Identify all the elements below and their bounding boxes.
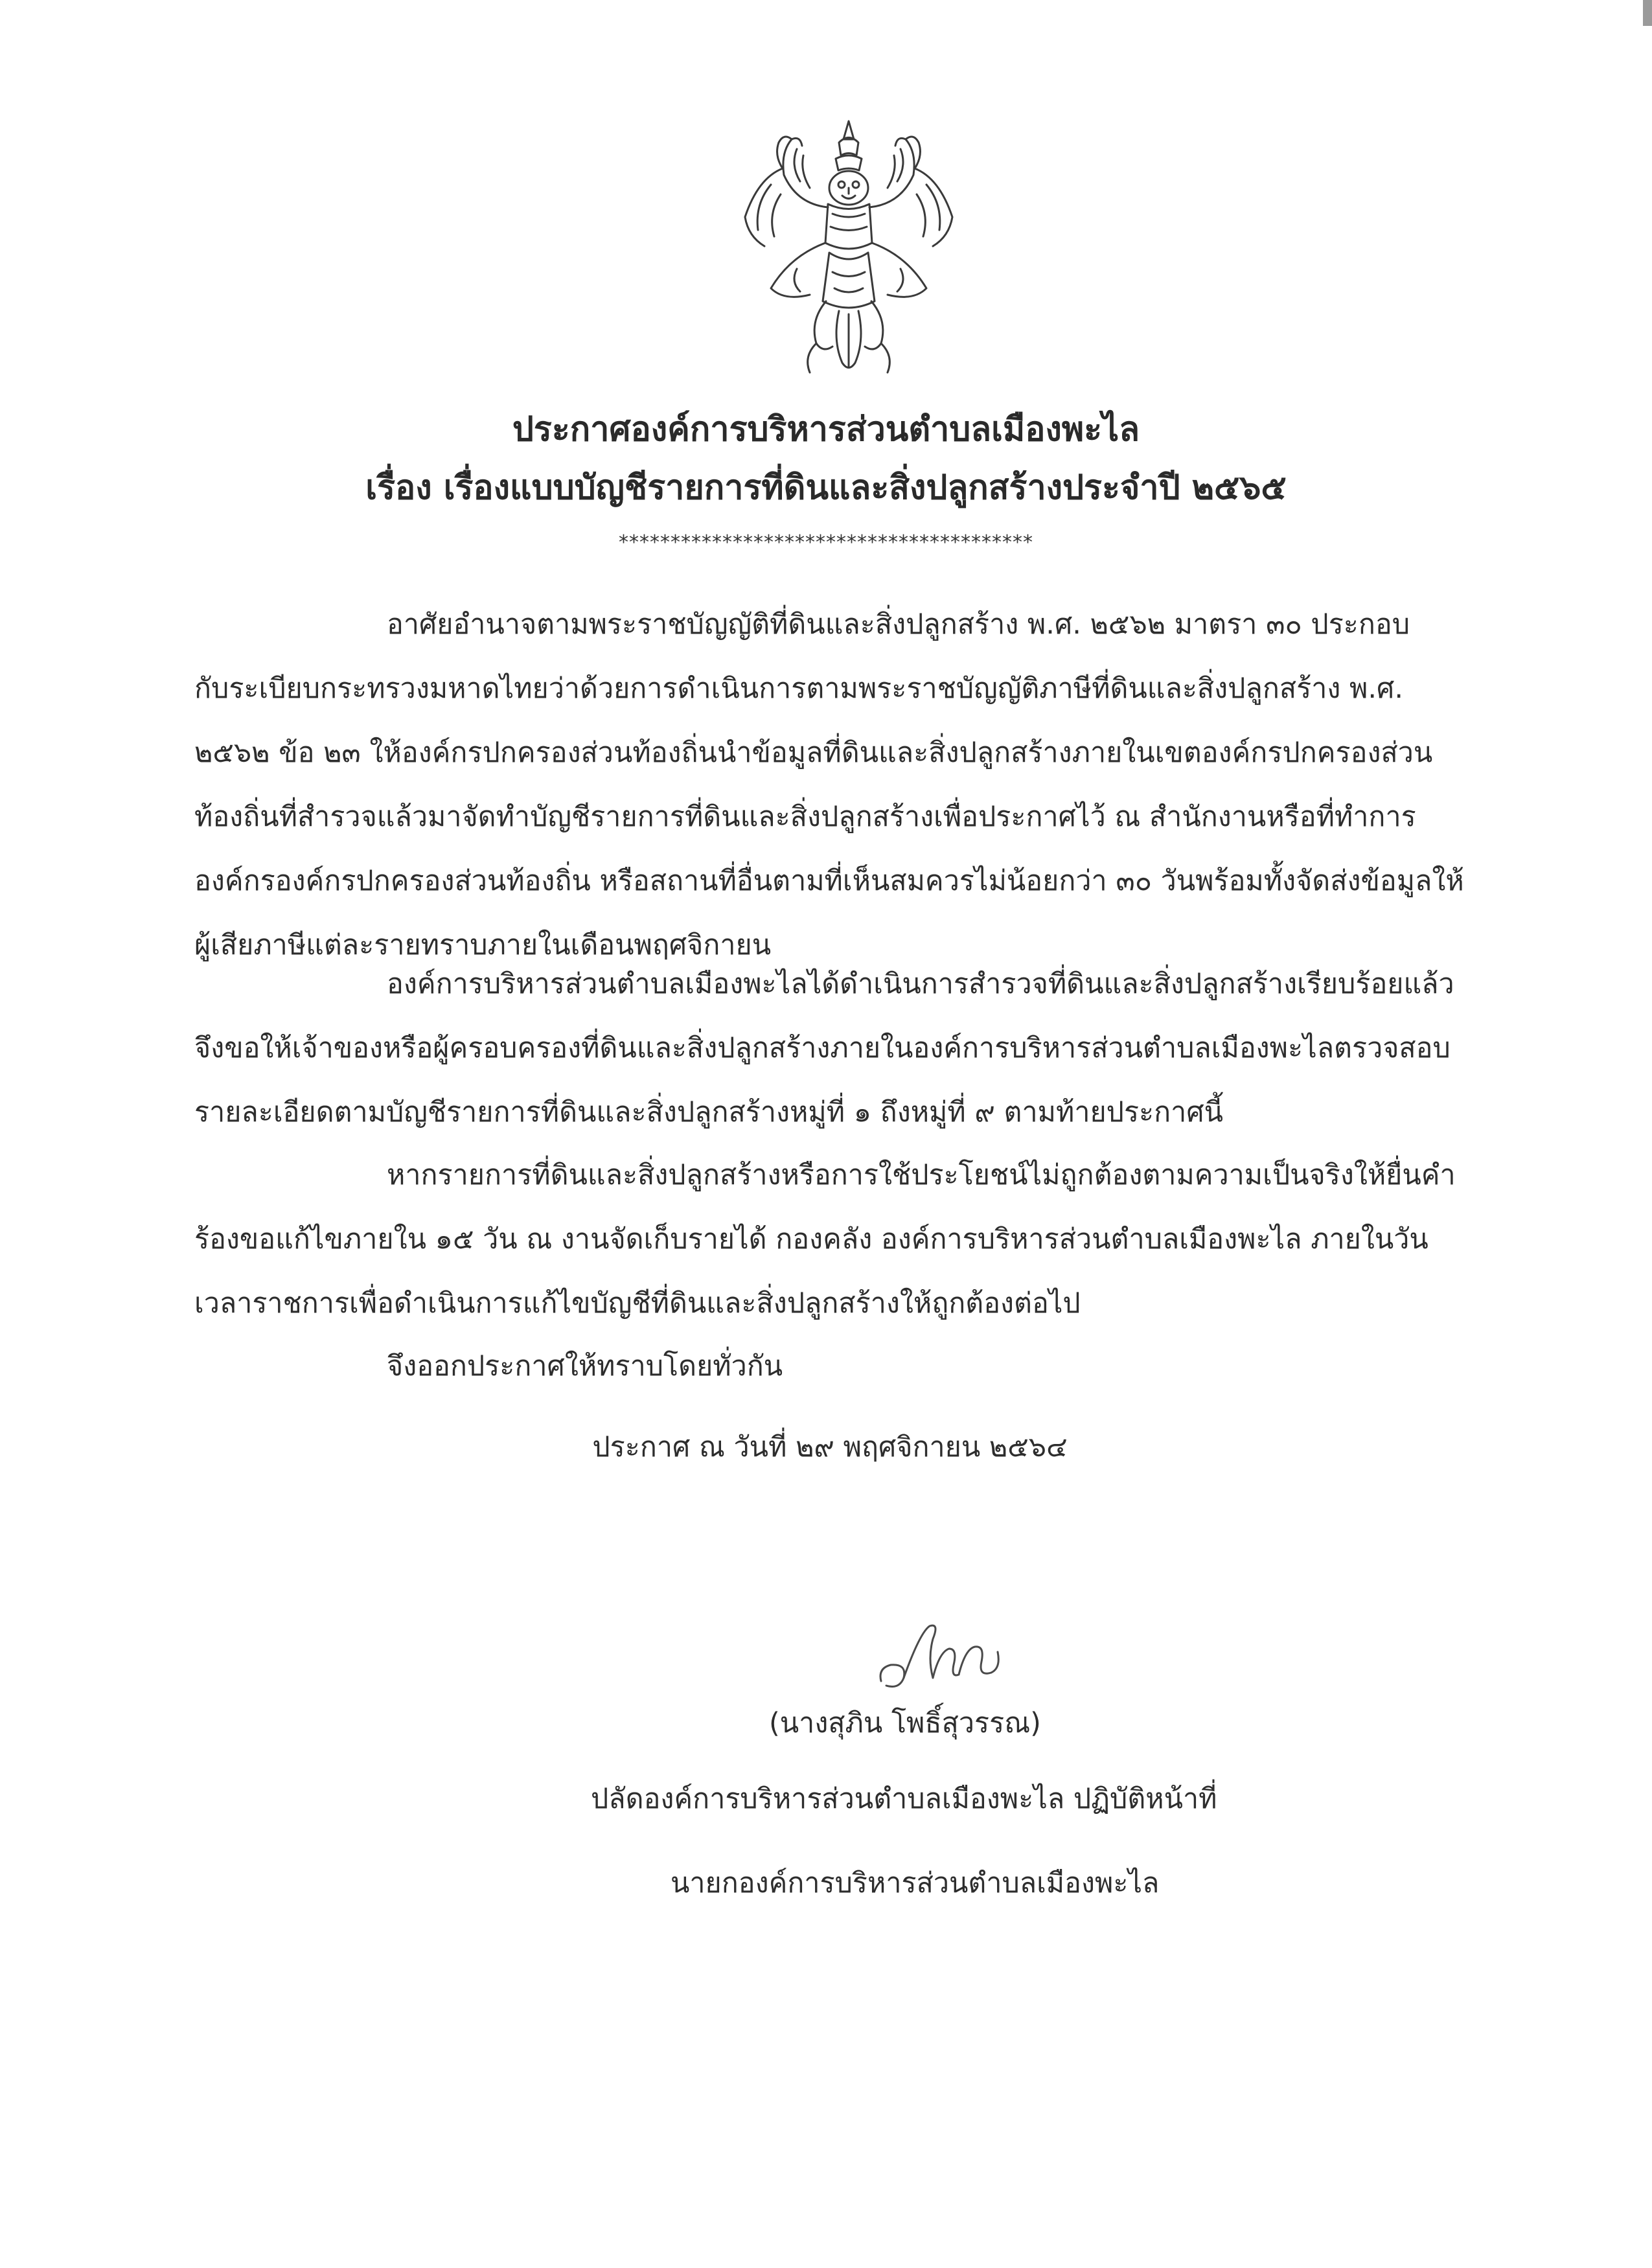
paragraph-line: รายละเอียดตามบัญชีรายการที่ดินและสิ่งปลูกสร้างหมู่ที่ ๑ ถึงหมู่ที่ ๙ ตามท้ายประกาศนี้ <box>194 1096 1224 1128</box>
paragraph-line: อาศัยอำนาจตามพระราชบัญญัติที่ดินและสิ่งปลูกสร้าง พ.ศ. ๒๕๖๒ มาตรา ๓๐ ประกอบ <box>387 608 1410 641</box>
paragraph-line: องค์การบริหารส่วนตำบลเมืองพะไลได้ดำเนินการสำรวจที่ดินและสิ่งปลูกสร้างเรียบร้อยแล้ว <box>387 968 1454 1000</box>
paragraph-line: จึงขอให้เจ้าของหรือผู้ครอบครองที่ดินและสิ่งปลูกสร้างภายในองค์การบริหารส่วนตำบลเมืองพะไลตรวจสอบ <box>194 1032 1451 1064</box>
handwritten-signature-icon <box>868 1613 1011 1697</box>
paragraph-line: หากรายการที่ดินและสิ่งปลูกสร้างหรือการใช้ประโยชน์ไม่ถูกต้องตามความเป็นจริงให้ยื่นคำ <box>387 1159 1456 1191</box>
signatory-position: ปลัดองค์การบริหารส่วนตำบลเมืองพะไล ปฏิบัติหน้าที่ <box>591 1783 1217 1815</box>
announcement-date: ประกาศ ณ วันที่ ๒๙ พฤศจิกายน ๒๕๖๔ <box>592 1431 1068 1463</box>
announcement-title: ประกาศองค์การบริหารส่วนตำบลเมืองพะไล <box>512 410 1140 449</box>
paragraph-correction <box>194 1143 1456 1336</box>
title-separator: **************************************** <box>619 531 1033 554</box>
paragraph-survey <box>194 952 1454 1145</box>
signatory-name: (นางสุภิน โพธิ์สุวรรณ) <box>769 1707 1041 1739</box>
paragraph-legal-basis <box>194 593 1464 978</box>
paragraph-line: ร้องขอแก้ไขภายใน ๑๕ วัน ณ งานจัดเก็บรายได้ กองคลัง องค์การบริหารส่วนตำบลเมืองพะไล ภายในวัน <box>194 1223 1428 1255</box>
paragraph-line: องค์กรองค์กรปกครองส่วนท้องถิ่น หรือสถานที่อื่นตามที่เห็นสมควรไม่น้อยกว่า ๓๐ วันพร้อมทั้งจัดส่งข้อมูลให้ <box>194 865 1464 897</box>
garuda-emblem-icon <box>719 107 978 382</box>
paragraph-line: กับระเบียบกระทรวงมหาดไทยว่าด้วยการดำเนินการตามพระราชบัญญัติภาษีที่ดินและสิ่งปลูกสร้าง พ.ศ. <box>194 672 1403 705</box>
signatory-acting-position: นายกองค์การบริหารส่วนตำบลเมืองพะไล <box>671 1867 1160 1899</box>
closing-statement: จึงออกประกาศให้ทราบโดยทั่วกัน <box>387 1350 783 1382</box>
paragraph-line: ๒๕๖๒ ข้อ ๒๓ ให้องค์กรปกครองส่วนท้องถิ่นนำข้อมูลที่ดินและสิ่งปลูกสร้างภายในเขตองค์กรปกครองส่วน <box>194 737 1433 769</box>
paragraph-line: ผู้เสียภาษีแต่ละรายทราบภายในเดือนพฤศจิกายน <box>194 929 772 961</box>
paragraph-line: เวลาราชการเพื่อดำเนินการแก้ไขบัญชีที่ดินและสิ่งปลูกสร้างให้ถูกต้องต่อไป <box>194 1287 1081 1320</box>
scan-edge-mark <box>1643 0 1652 26</box>
announcement-subject: เรื่อง เรื่องแบบบัญชีรายการที่ดินและสิ่งปลูกสร้างประจำปี ๒๕๖๕ <box>365 468 1287 507</box>
paragraph-line: ท้องถิ่นที่สำรวจแล้วมาจัดทำบัญชีรายการที่ดินและสิ่งปลูกสร้างเพื่อประกาศไว้ ณ สำนักงานหรือที่ทำการ <box>194 801 1416 833</box>
